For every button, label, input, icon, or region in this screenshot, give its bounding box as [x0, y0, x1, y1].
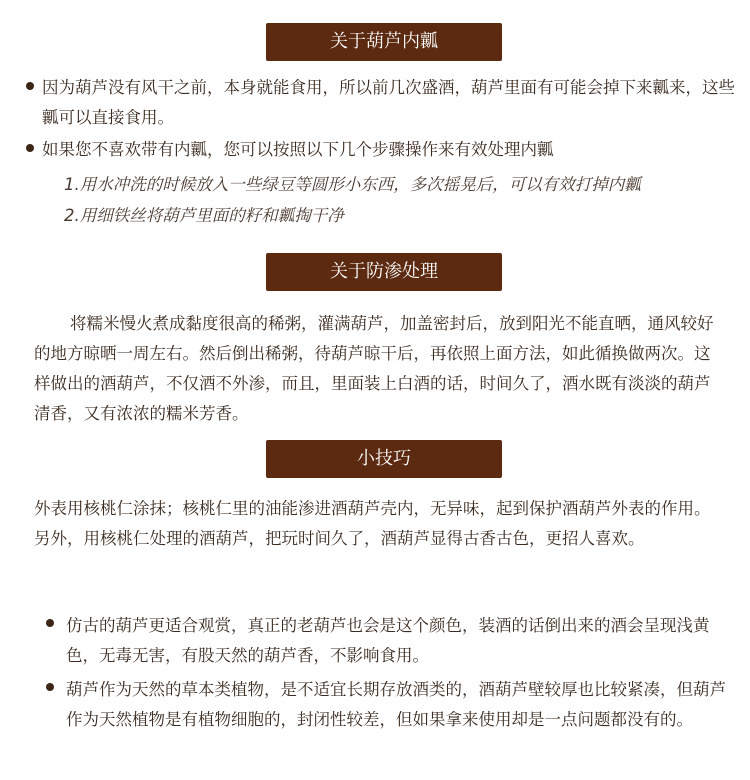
section-title-gourd-pulp: 关于葫芦内瓤 — [266, 23, 502, 61]
section-title-tips: 小技巧 — [266, 440, 502, 478]
bullet-icon — [26, 82, 34, 90]
step-2: 2.用细铁丝将葫芦里面的籽和瓤掏干净 — [64, 206, 344, 225]
bullet-icon — [46, 619, 54, 627]
bullet-icon — [26, 144, 34, 152]
anti-leak-paragraph: 将糯米慢火煮成黏度很高的稀粥，灌满葫芦，加盖密封后，放到阳光不能直晒，通风较好的地方晾晒一周左右。然后倒出稀粥，待葫芦晾干后，再依照上面方法，如此循换做两次。这样做出的酒葫芦，不仅酒不外渗，而且，里面装上白酒的话，时间久了，酒水既有淡淡的葫芦清香，又有浓浓的糯米芳香。 — [34, 314, 714, 423]
list-item — [26, 73, 736, 133]
step-1: 1.用水冲洗的时候放入一些绿豆等圆形小东西，多次摇晃后，可以有效打掉内瓤 — [64, 175, 641, 194]
tips-paragraph: 外表用核桃仁涂抹；核桃仁里的油能渗进酒葫芦壳内，无异味，起到保护酒葫芦外表的作用。另外，用核桃仁处理的酒葫芦，把玩时间久了，酒葫芦显得古香古色，更招人喜欢。 — [34, 499, 711, 548]
bullet-text: 如果您不喜欢带有内瓤，您可以按照以下几个步骤操作来有效处理内瓤 — [42, 140, 554, 159]
list-item — [46, 675, 726, 735]
list-item — [26, 135, 736, 165]
bullet-icon — [46, 683, 54, 691]
bullet-text: 葫芦作为天然的草本类植物，是不适宜长期存放酒类的，酒葫芦壁较厚也比较紧凑，但葫芦作为天然植物是有植物细胞的，封闭性较差，但如果拿来使用却是一点问题都没有的。 — [66, 680, 726, 729]
list-item — [46, 611, 726, 671]
bullet-text: 仿古的葫芦更适合观赏，真正的老葫芦也会是这个颜色，装酒的话倒出来的酒会呈现浅黄色，无毒无害，有股天然的葫芦香，不影响食用。 — [66, 616, 710, 665]
bullet-text: 因为葫芦没有风干之前，本身就能食用，所以前几次盛酒，葫芦里面有可能会掉下来瓤来，这些瓤可以直接食用。 — [42, 78, 735, 127]
section-title-anti-leak: 关于防渗处理 — [266, 253, 502, 291]
